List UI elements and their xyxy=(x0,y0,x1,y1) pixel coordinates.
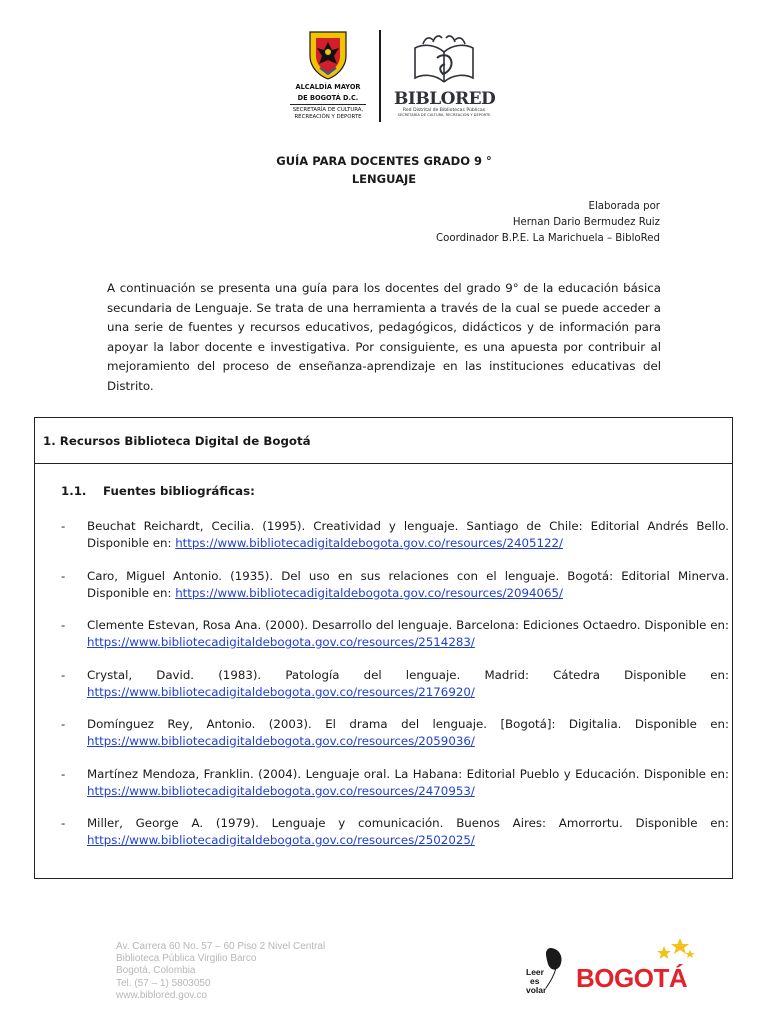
reference-text: Caro, Miguel Antonio. (1935). Del uso en sus relaciones con el lenguaje. Bogotá: Editorial Minerva. Disponible en: xyxy=(87,568,729,600)
list-item xyxy=(61,716,729,766)
subsection-number: 1.1. xyxy=(61,484,87,498)
biblored-logo xyxy=(394,34,494,118)
leer-es-volar-logo xyxy=(520,946,570,998)
list-dash: - xyxy=(61,667,66,682)
biblored-tagline-2: SECRETARÍA DE CULTURA, RECREACIÓN Y DEPORTE xyxy=(397,113,491,117)
reference-link[interactable]: https://www.bibliotecadigitaldebogota.gov.co/resources/2176920/ xyxy=(87,684,475,699)
footer-web-line: www.biblored.gov.co xyxy=(116,989,207,1001)
subsection-title: Fuentes bibliográficas: xyxy=(103,484,255,498)
author-line-1: Elaborada por xyxy=(588,201,660,212)
reference-link[interactable]: https://www.bibliotecadigitaldebogota.gov.co/resources/2502025/ xyxy=(87,833,475,847)
alcaldia-divider xyxy=(290,104,366,105)
list-dash: - xyxy=(61,717,66,731)
reference-text: Crystal, David. (1983). Patología del lenguaje. Madrid: Cátedra Disponible en: xyxy=(87,667,729,682)
document-title: GUÍA PARA DOCENTES GRADO 9 ° xyxy=(276,154,492,168)
reference-text: Beuchat Reichardt, Cecilia. (1995). Creatividad y lenguaje. Santiago de Chile: Editorial Andrés Bello. Disponible en: xyxy=(87,519,729,550)
open-book-icon xyxy=(409,34,479,86)
reference-text: Miller, George A. (1979). Lenguaje y comunicación. Buenos Aires: Amorrortu. Disponible en: xyxy=(87,816,729,830)
footer-phone-line: Tel. (57 – 1) 5803050 xyxy=(116,977,211,989)
header-divider xyxy=(379,30,381,122)
section-heading: 1. Recursos Biblioteca Digital de Bogotá xyxy=(35,418,732,464)
reference-link[interactable]: https://www.bibliotecadigitaldebogota.gov.co/resources/2514283/ xyxy=(87,635,475,649)
reference-link[interactable]: https://www.bibliotecadigitaldebogota.gov.co/resources/2094065/ xyxy=(175,585,564,600)
subsection-heading xyxy=(61,484,255,498)
list-dash: - xyxy=(61,766,66,781)
footer-address-line: Av. Carrera 60 No. 57 – 60 Piso 2 Nivel Central xyxy=(116,941,326,952)
author-block xyxy=(436,199,660,247)
alcaldia-sub-line1: SECRETARÍA DE CULTURA, xyxy=(292,107,364,113)
footer-library-line: Biblioteca Pública Virgilio Barco xyxy=(116,953,257,965)
reference-link[interactable]: https://www.bibliotecadigitaldebogota.gov.co/resources/2470953/ xyxy=(87,783,475,798)
list-dash: - xyxy=(61,519,66,533)
list-item xyxy=(61,667,729,717)
list-item xyxy=(61,815,729,865)
author-line-3: Coordinador B.P.E. La Marichuela – BibloRed xyxy=(436,233,660,244)
leer-word-2: es xyxy=(530,976,540,986)
biblored-tagline: Red Distrital de Bibliotecas Públicas xyxy=(402,108,486,113)
footer-address xyxy=(116,941,325,1002)
bogota-coat-of-arms-icon xyxy=(306,30,350,80)
footer-city-line: Bogotá, Colombia xyxy=(116,965,196,977)
leer-word-3: volar xyxy=(526,985,547,995)
reference-text: Martínez Mendoza, Franklin. (2004). Lenguaje oral. La Habana: Editorial Pueblo y Educación. Disponible en: xyxy=(87,766,729,781)
bogota-logo: BOGOTÁ xyxy=(576,963,688,993)
reference-link[interactable]: https://www.bibliotecadigitaldebogota.gov.co/resources/2405122/ xyxy=(175,536,564,550)
list-item xyxy=(61,617,729,667)
author-line-2: Hernan Dario Bermudez Ruiz xyxy=(512,217,660,228)
bibliography-list xyxy=(61,518,729,865)
alcaldia-sub-line2: RECREACIÓN Y DEPORTE xyxy=(294,114,362,120)
reference-text: Domínguez Rey, Antonio. (2003). El drama del lenguaje. [Bogotá]: Digitalia. Disponible en: xyxy=(87,717,729,731)
resources-box xyxy=(34,417,733,879)
list-item xyxy=(61,766,729,816)
list-item xyxy=(61,568,729,618)
biblored-wordmark: BIBLORED xyxy=(394,89,496,109)
list-dash: - xyxy=(61,816,66,830)
intro-paragraph: A continuación se presenta una guía para los docentes del grado 9° de la educación básica secundaria de Lenguaje. Se trata de una herramienta a través de la cual se puede acceder a una serie de fuentes y recursos educativos, pedagógicos, didácticos y de información para apoyar la labor docente e investigativa. Por consiguiente, es una apuesta por contribuir al mejoramiento del proceso de enseñanza-aprendizaje en las instituciones educativas del Distrito. xyxy=(107,281,661,393)
header-logos xyxy=(0,28,768,128)
reference-text: Clemente Estevan, Rosa Ana. (2000). Desarrollo del lenguaje. Barcelona: Ediciones Octaedro. Disponible en: xyxy=(87,618,729,632)
alcaldia-name-line1: ALCALDÍA MAYOR xyxy=(295,83,361,91)
list-dash: - xyxy=(61,568,66,583)
reference-link[interactable]: https://www.bibliotecadigitaldebogota.gov.co/resources/2059036/ xyxy=(87,734,475,748)
list-dash: - xyxy=(61,618,66,632)
list-item xyxy=(61,518,729,568)
leer-word-1: Leer xyxy=(526,967,544,977)
alcaldia-logo xyxy=(286,30,370,121)
document-subtitle: LENGUAJE xyxy=(351,172,417,186)
alcaldia-name-line2: DE BOGOTÁ D.C. xyxy=(297,94,359,102)
